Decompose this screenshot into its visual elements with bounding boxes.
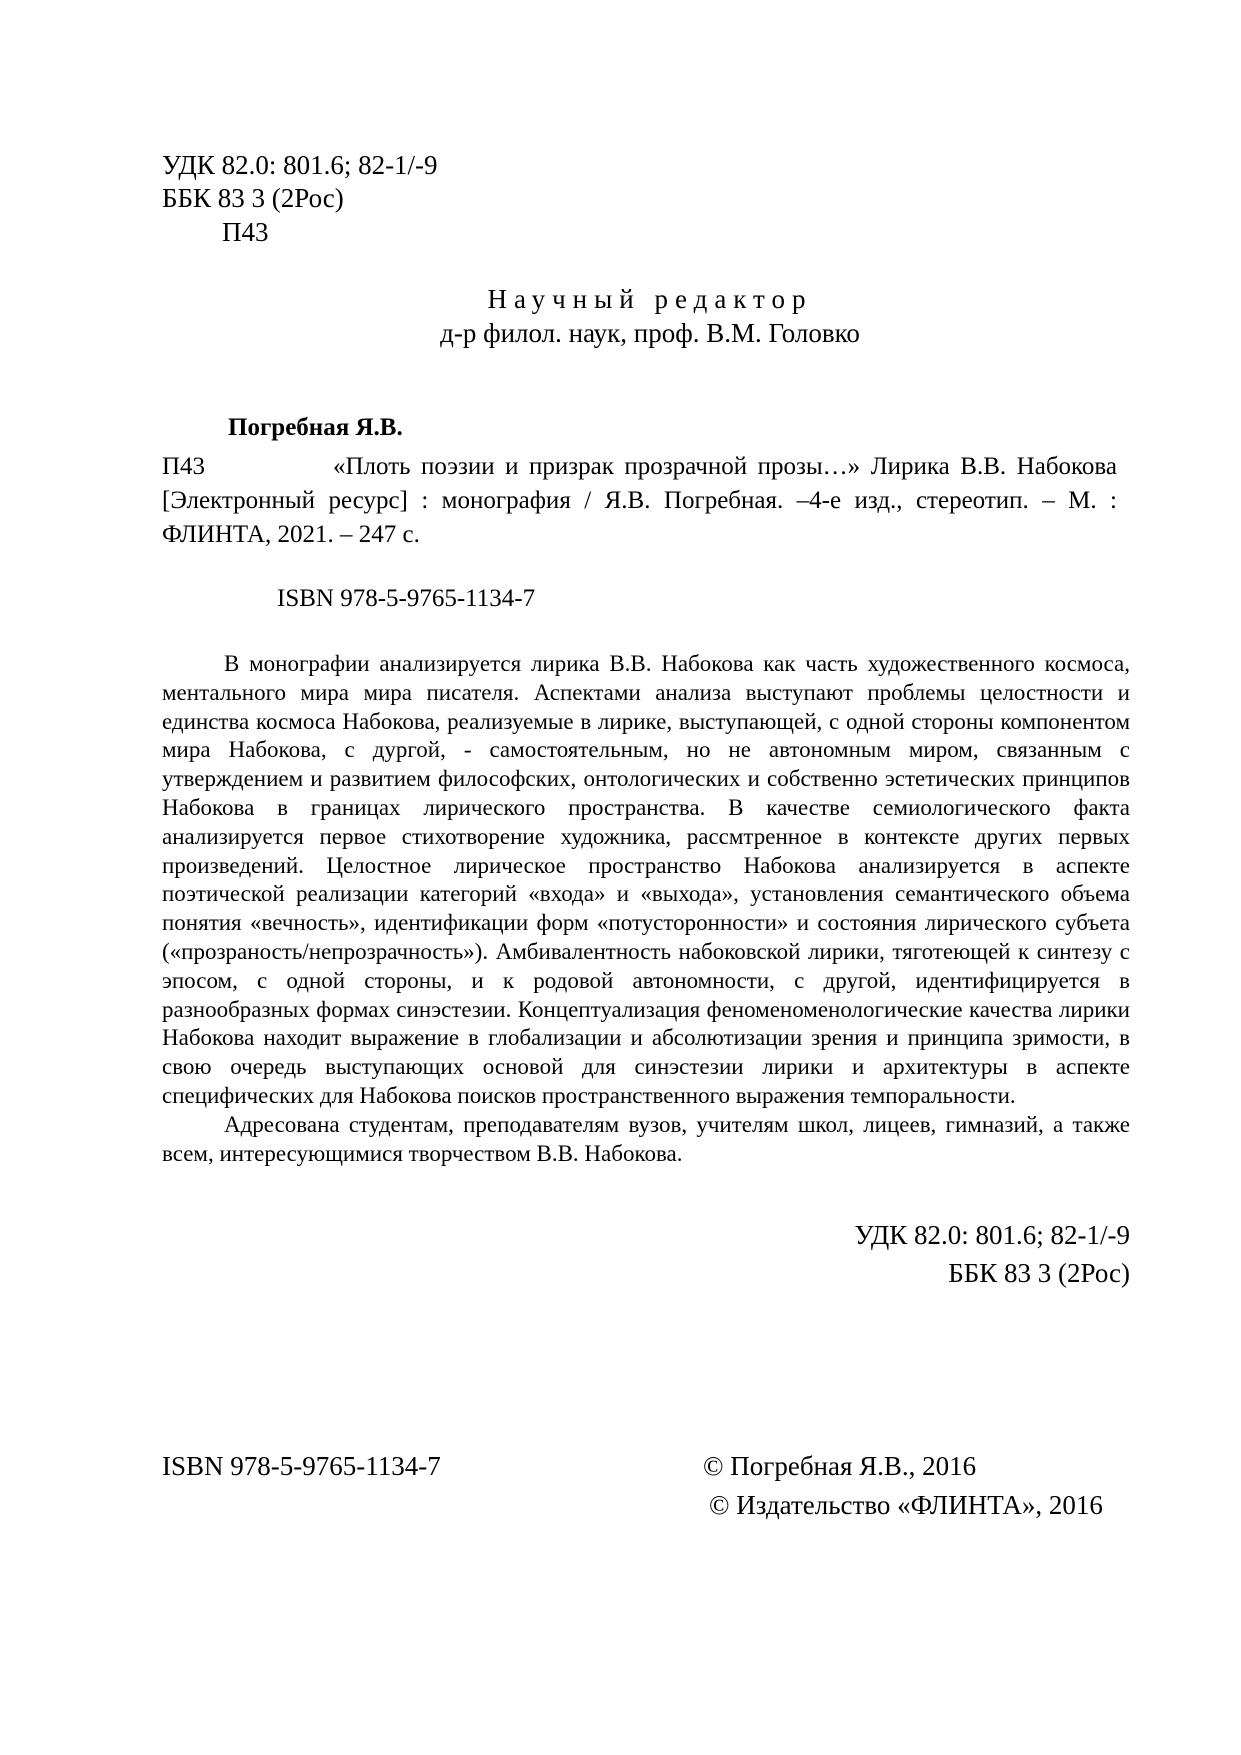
author-mark: П43 [222,217,269,247]
copyright-author: © Погребная Я.В., 2016 [703,1451,977,1481]
copyright-publisher: © Издательство «ФЛИНТА», 2016 [709,1490,1103,1520]
udk-code-right: УДК 82.0: 801.6; 82-1/-9 [854,1220,1130,1250]
udk-code: УДК 82.0: 801.6; 82-1/-9 [162,150,438,180]
footer-isbn: ISBN 978-5-9765-1134-7 [162,1451,441,1481]
editor-title: Научный редактор [487,284,813,314]
record-author: Погребная Я.В. [228,414,403,441]
record-mark: П43 [162,453,206,480]
bbk-code-right: ББК 83 3 (2Рос) [948,1258,1130,1288]
classification-right [854,1216,1130,1292]
audience-paragraph: Адресована студентам, преподавателям вузов, учителям школ, лицеев, гимназий, а также всем, интересующимися творчеством В.В. Набокова. [162,1111,1130,1166]
editor-heading [350,283,950,316]
record-isbn: ISBN 978-5-9765-1134-7 [277,585,536,612]
record-description: «Плоть поэзии и призрак прозрачной прозы…» Лирика В.В. Набокова [Электронный ресурс] : монография / Я.В. Погребная. –4-е изд., стереотип. – М. : ФЛИНТА, 2021. – 247 с. [162,453,1117,548]
editor-name: д-р филол. наук, проф. В.М. Головко [440,318,860,348]
bibliographic-description [162,450,1117,552]
bbk-code: ББК 83 3 (2Рос) [162,183,344,213]
abstract-paragraph: В монографии анализируется лирика В.В. Набокова как часть художественного космоса, ментального мира мира писателя. Аспектами анализа выступают проблемы целостности и единства космоса Набокова, реализуемые в лирике, выступающей, с одной стороны компонентом мира Набокова, с дургой, - самостоятельным, но не автономным миром, связанным с утверждением и развитием философских, онтологических и собственно эстетических принципов Набокова в границах лирического пространства. В качестве семиологического факта анализируется первое стихотворение художника, рассмтренное в контексте других первых произведений. Целостное лирическое пространство Набокова анализируется в аспекте поэтической реализации категорий «входа» и «выхода», установления семантического объема понятия «вечность», идентификации форм «потусторонности» и состояния лирического субъета («прозраность/непрозрачность»). Амбивалентность набоковской лирики, тяготеющей к синтезу с эпосом, с одной стороны, и к родовой автономности, с другой, идентифицируется в разнообразных формах синэстезии. Концептуализация феноменоменологические качества лирики Набокова находит выражение в глобализации и абсолютизации зрения и принципа зримости, в свою очередь выступающих основой для синэстезии лирики и архитектуры в аспекте специфических для Набокова поисков пространственного выражения темпоральности. [162,651,1130,1108]
abstract [162,650,1130,1168]
